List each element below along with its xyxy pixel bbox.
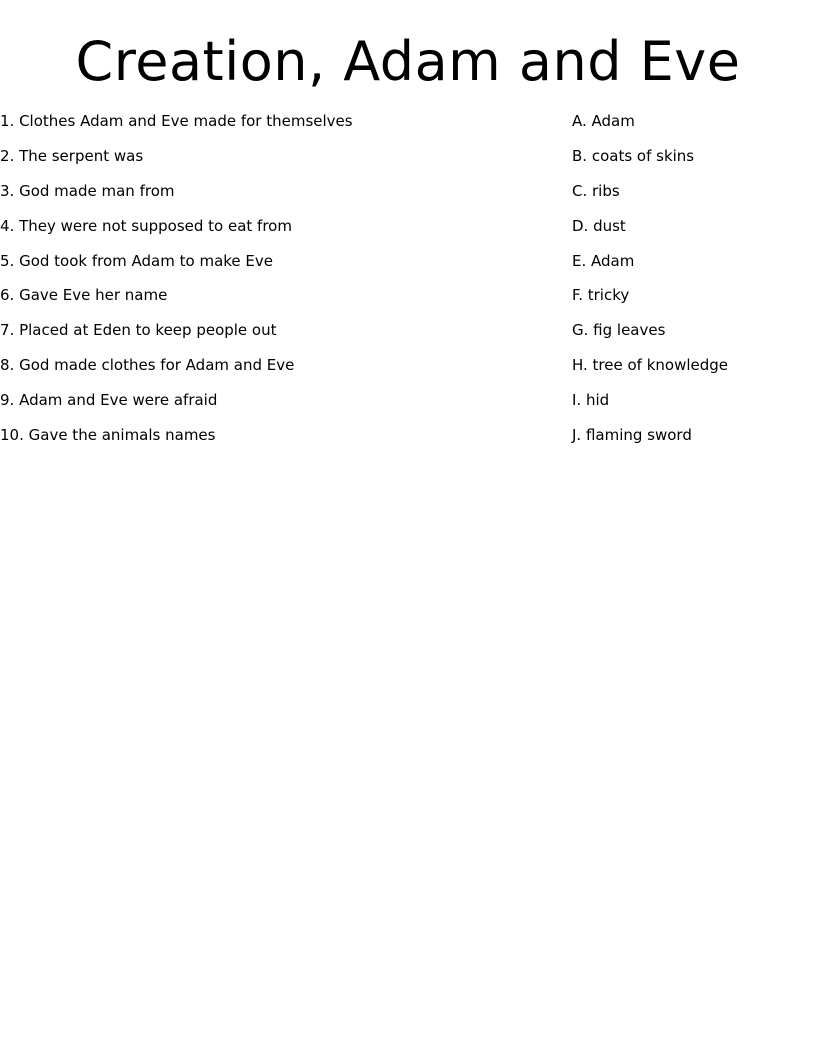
match-row (0, 249, 816, 284)
answer-option: C. ribs (572, 181, 620, 200)
answer-option: B. coats of skins (572, 146, 695, 165)
answer-option: G. fig leaves (572, 321, 666, 340)
match-row (0, 423, 816, 458)
clue-text: 2. The serpent was (0, 146, 144, 165)
clue-text: 8. God made clothes for Adam and Eve (0, 356, 295, 375)
clue-text: 9. Adam and Eve were afraid (0, 391, 218, 410)
clue-text: 10. Gave the animals names (0, 426, 216, 445)
answer-option: E. Adam (572, 251, 635, 270)
answer-option: I. hid (572, 391, 610, 410)
match-row (0, 144, 816, 179)
match-row (0, 179, 816, 214)
match-row (0, 214, 816, 249)
answer-option: F. tricky (572, 286, 630, 305)
matching-list (0, 109, 816, 458)
match-row (0, 109, 816, 144)
answer-option: D. dust (572, 216, 626, 235)
match-row (0, 318, 816, 353)
worksheet-title: Creation, Adam and Eve (75, 30, 741, 93)
answer-option: J. flaming sword (572, 426, 692, 445)
answer-option: A. Adam (572, 112, 635, 130)
clue-text: 5. God took from Adam to make Eve (0, 251, 273, 270)
clue-text: 3. God made man from (0, 181, 175, 200)
clue-text: 6. Gave Eve her name (0, 286, 168, 305)
clue-text: 4. They were not supposed to eat from (0, 216, 292, 235)
match-row (0, 283, 816, 318)
clue-text: 7. Placed at Eden to keep people out (0, 321, 277, 340)
answer-option: H. tree of knowledge (572, 356, 729, 375)
match-row (0, 388, 816, 423)
match-row (0, 353, 816, 388)
clue-text: 1. Clothes Adam and Eve made for themselves (0, 112, 353, 130)
